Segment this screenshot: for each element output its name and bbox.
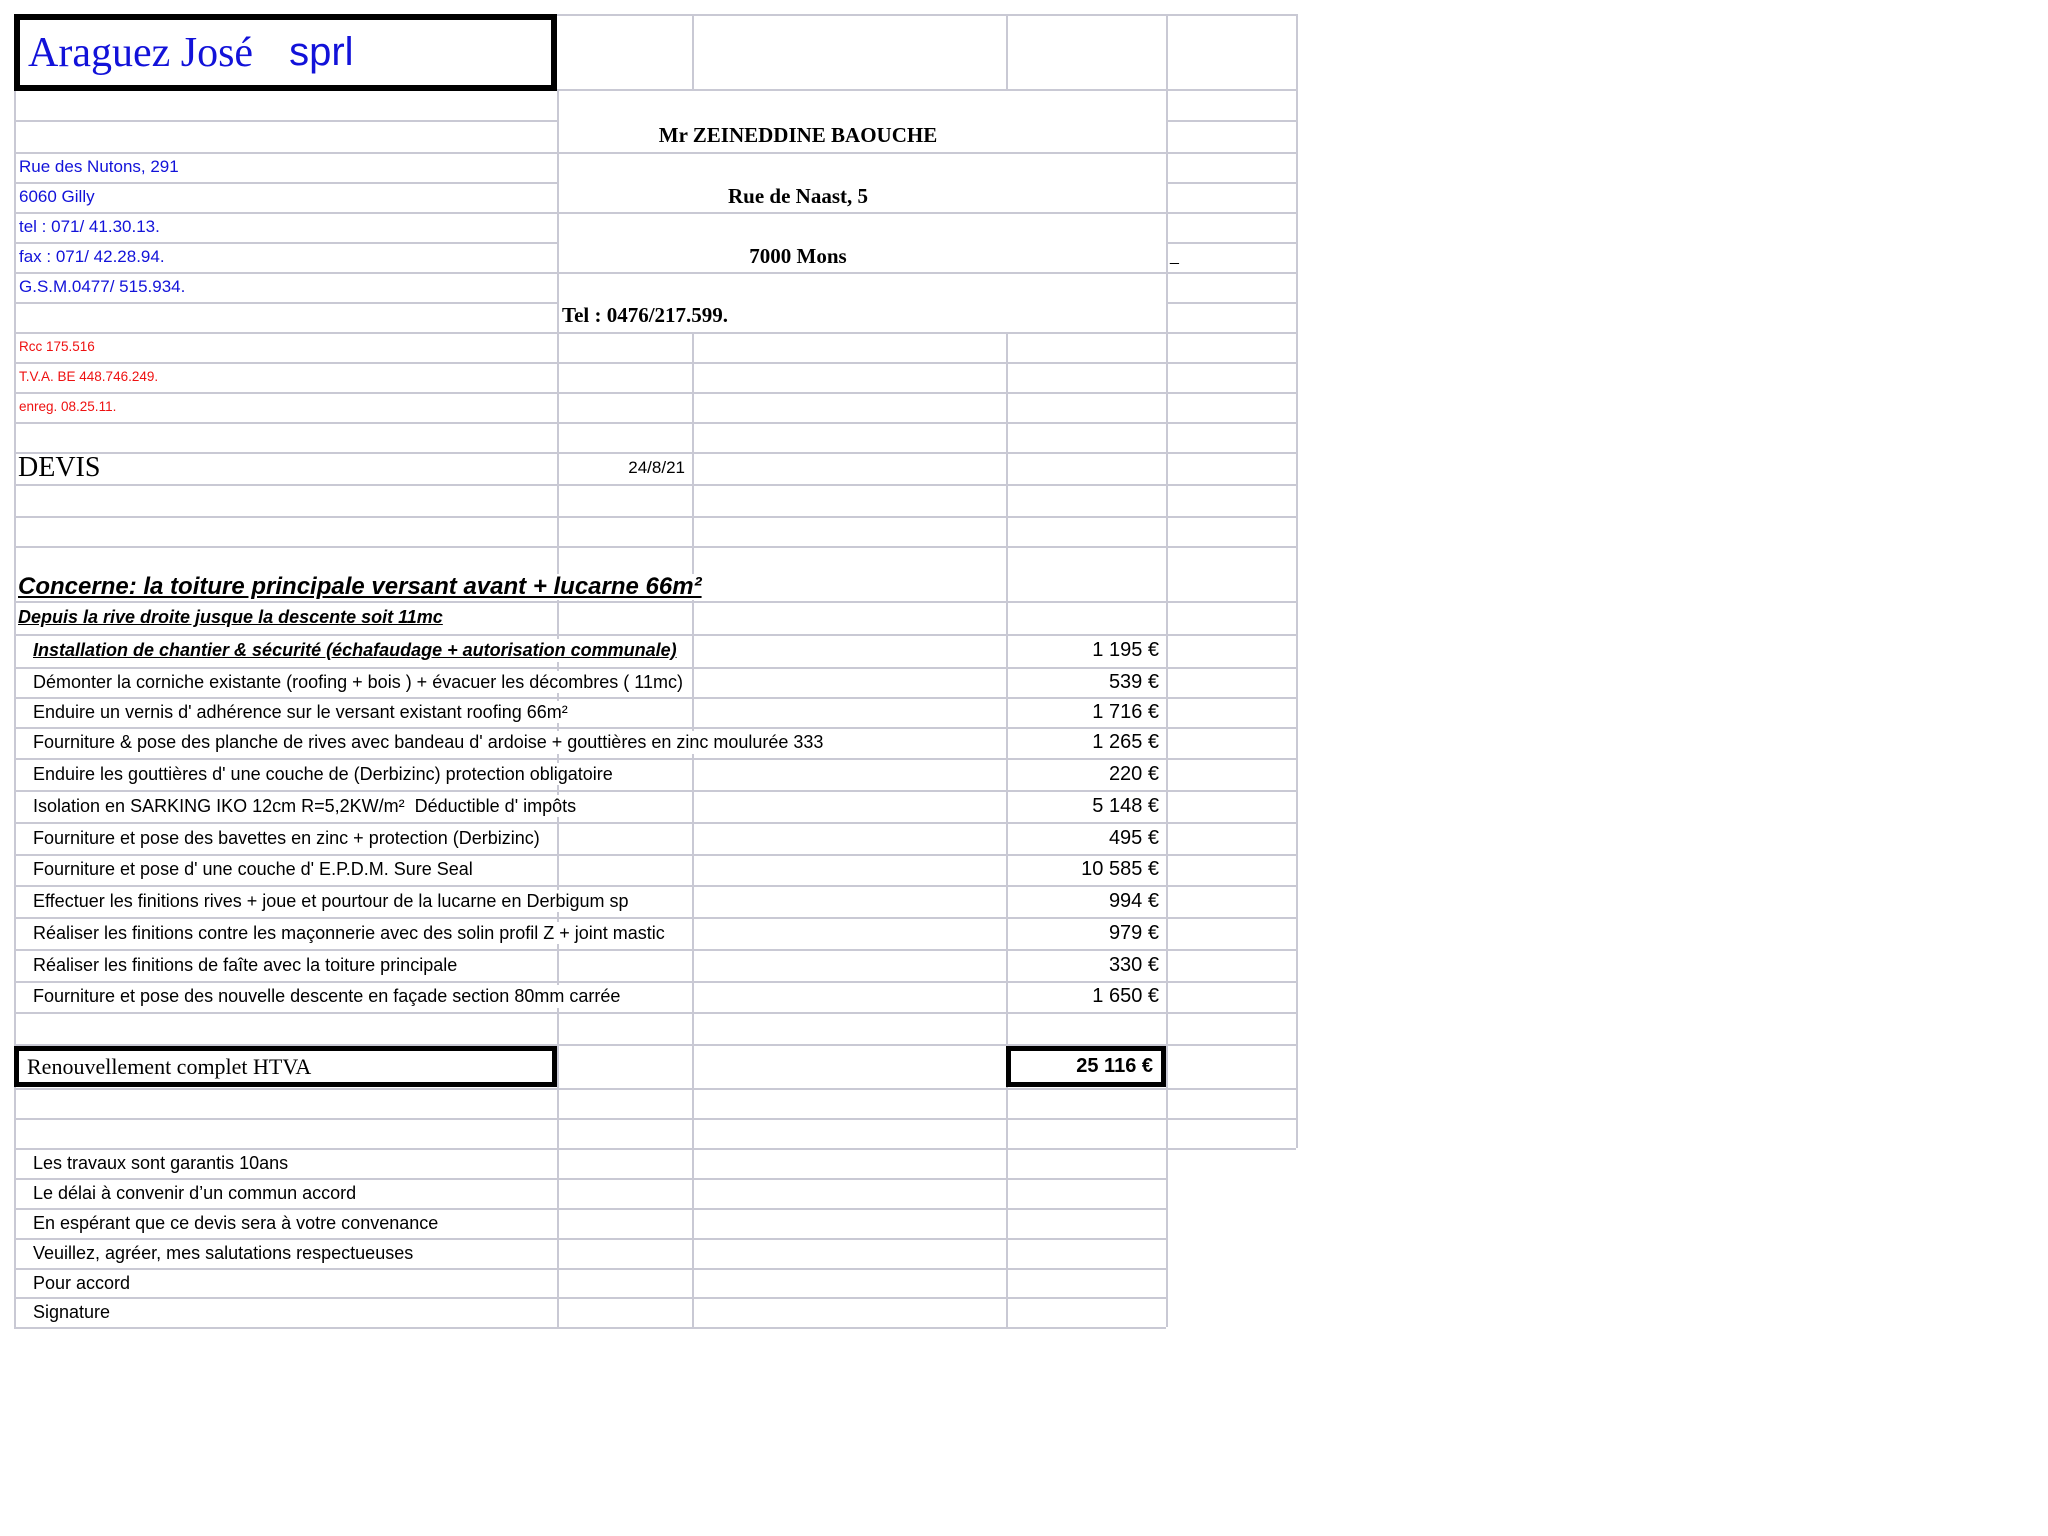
subject-line [18, 556, 708, 600]
client-phone: Tel : 0476/217.599. [562, 302, 729, 327]
grid-hline [14, 1297, 1166, 1299]
total-label: Renouvellement complet HTVA [27, 1053, 312, 1079]
grid-hline [14, 422, 1296, 424]
item-price: 5 148 € [1092, 794, 1159, 817]
client-street: Rue de Naast, 5 [728, 183, 868, 208]
closing-line [14, 1268, 135, 1298]
grid-hline [14, 120, 557, 122]
quote-date: 24/8/21 [628, 458, 685, 477]
subject-text: Concerne: la toiture principale versant avant + lucarne 66m² [18, 574, 708, 600]
grid-hline [1166, 120, 1296, 122]
item-description-text: Fourniture & pose des planche de rives avec bandeau d' ardoise + gouttières en zinc moulurée 333 [33, 731, 828, 754]
closing-line-text: Veuillez, agréer, mes salutations respectueuses [33, 1242, 418, 1265]
company-name: Araguez José [28, 29, 254, 76]
closing-line-text: En espérant que ce devis sera à votre convenance [33, 1212, 443, 1235]
item-description-text: Démonter la corniche existante (roofing + bois ) + évacuer les décombres ( 11mc) [33, 671, 688, 694]
item-description-text: Installation de chantier & sécurité (échafaudage + autorisation communale) [33, 639, 682, 662]
company-address-line [14, 242, 170, 272]
grid-hline [557, 14, 1296, 16]
company-registry-line-text: Rcc 175.516 [19, 338, 100, 356]
item-price: 330 € [1108, 953, 1159, 976]
total-label-box [14, 1046, 557, 1087]
grid-vline [1006, 14, 1008, 89]
closing-line-text: Les travaux sont garantis 10ans [33, 1152, 293, 1175]
document-type-label: DEVIS [18, 452, 101, 483]
grid-hline [14, 484, 1296, 486]
total-amount: 25 116 € [1076, 1055, 1153, 1077]
total-amount-box [1006, 1046, 1166, 1087]
item-description-text: Fourniture et pose d' une couche d' E.P.D.M. Sure Seal [33, 858, 478, 881]
item-description-text: Effectuer les finitions rives + joue et pourtour de la lucarne en Derbigum sp [33, 890, 634, 913]
closing-line-text: Pour accord [33, 1272, 135, 1295]
closing-line [14, 1208, 443, 1238]
item-description [14, 949, 462, 981]
item-price: 539 € [1108, 670, 1159, 693]
closing-line [14, 1238, 418, 1268]
item-price: 1 195 € [1092, 639, 1159, 661]
item-description [14, 727, 828, 758]
subject-note-text: Depuis la rive droite jusque la descente soit 11mc [18, 607, 449, 628]
company-address-line-text: 6060 Gilly [19, 186, 100, 208]
item-description [14, 854, 478, 885]
grid-hline [1166, 152, 1296, 154]
item-description-text: Fourniture et pose des bavettes en zinc + protection (Derbizinc) [33, 827, 545, 850]
company-registry-line [14, 392, 121, 422]
item-description [14, 758, 618, 790]
company-address-line-text: fax : 071/ 42.28.94. [19, 246, 170, 268]
grid-hline [14, 392, 1296, 394]
grid-hline [14, 1088, 1296, 1090]
client-name: Mr ZEINEDDINE BAOUCHE [658, 122, 938, 147]
stray-dash: _ [1170, 248, 1179, 265]
closing-line [14, 1178, 361, 1208]
item-description-text: Fourniture et pose des nouvelle descente en façade section 80mm carrée [33, 985, 625, 1008]
item-description-text: Enduire les gouttières d' une couche de (Derbizinc) protection obligatoire [33, 763, 618, 786]
grid-hline [14, 302, 557, 304]
grid-hline [1166, 302, 1296, 304]
company-name-suffix: sprl [289, 30, 354, 74]
grid-hline [1166, 272, 1296, 274]
grid-vline [692, 332, 694, 1327]
grid-hline [14, 516, 1296, 518]
grid-vline [692, 14, 694, 89]
company-address-line [14, 182, 100, 212]
grid-vline [1296, 14, 1298, 1148]
grid-hline [14, 546, 1296, 548]
company-address-line-text: Rue des Nutons, 291 [19, 156, 184, 178]
subject-note [18, 601, 449, 634]
item-price: 10 585 € [1081, 858, 1159, 880]
company-registry-line-text: T.V.A. BE 448.746.249. [19, 368, 163, 386]
grid-hline [14, 1327, 1166, 1329]
item-description-text: Réaliser les finitions contre les maçonnerie avec des solin profil Z + joint mastic [33, 922, 670, 945]
grid-hline [1166, 182, 1296, 184]
grid-hline [14, 362, 1296, 364]
closing-line-text: Signature [33, 1301, 115, 1324]
company-registry-line [14, 332, 100, 362]
item-description-text: Isolation en SARKING IKO 12cm R=5,2KW/m² Déductible d' impôts [33, 795, 581, 818]
item-description [14, 885, 634, 917]
grid-hline [14, 152, 1166, 154]
grid-hline [14, 1268, 1166, 1270]
company-registry-line [14, 362, 163, 392]
grid-hline [1166, 242, 1296, 244]
closing-line [14, 1297, 115, 1327]
grid-vline [1166, 14, 1168, 1327]
company-address-line [14, 272, 190, 302]
item-price: 1 265 € [1092, 731, 1159, 753]
grid-hline [14, 1012, 1296, 1014]
item-description-text: Enduire un vernis d' adhérence sur le versant existant roofing 66m² [33, 701, 573, 724]
item-description-text: Réaliser les finitions de faîte avec la toiture principale [33, 954, 462, 977]
item-price: 1 716 € [1092, 700, 1159, 723]
item-description [14, 667, 688, 697]
item-price: 495 € [1108, 826, 1159, 849]
item-price: 1 650 € [1092, 985, 1159, 1007]
company-address-line [14, 152, 184, 182]
item-description [14, 917, 670, 949]
item-description [14, 790, 581, 822]
item-description [14, 981, 625, 1012]
grid-hline [14, 1118, 1296, 1120]
company-name-box [14, 14, 557, 91]
item-price: 979 € [1108, 921, 1159, 944]
grid-hline [14, 212, 1166, 214]
item-description [14, 634, 682, 667]
company-address-line-text: G.S.M.0477/ 515.934. [19, 276, 190, 298]
client-city: 7000 Mons [749, 243, 847, 268]
item-description [14, 697, 573, 727]
company-address-line-text: tel : 071/ 41.30.13. [19, 216, 165, 238]
closing-line-text: Le délai à convenir d’un commun accord [33, 1182, 361, 1205]
grid-hline [1166, 212, 1296, 214]
company-registry-line-text: enreg. 08.25.11. [19, 398, 121, 416]
grid-hline [14, 332, 1296, 334]
item-price: 220 € [1108, 762, 1159, 785]
company-address-line [14, 212, 165, 242]
closing-line [14, 1148, 293, 1178]
item-description [14, 822, 545, 854]
item-price: 994 € [1108, 889, 1159, 912]
